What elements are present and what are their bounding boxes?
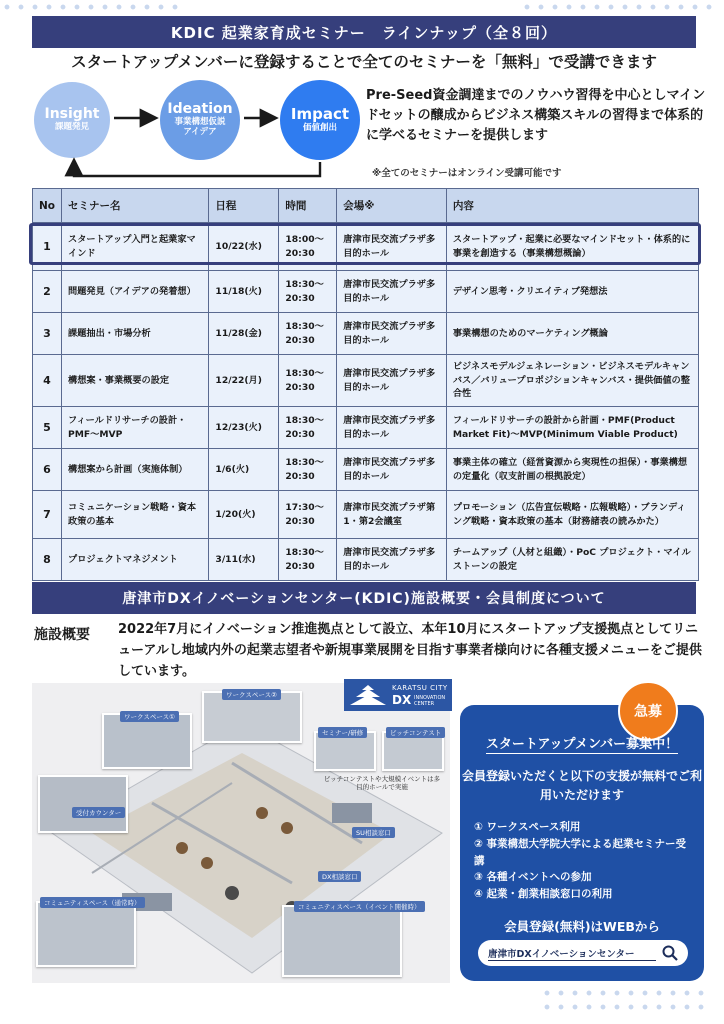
cell-no: 3 (33, 313, 62, 355)
cell-venue: 唐津市民交流プラザ第1・第2会議室 (337, 491, 447, 539)
member-recruit-box (460, 705, 704, 981)
cell-venue: 唐津市民交流プラザ多目的ホール (337, 355, 447, 407)
dot-pattern-top-right (520, 0, 720, 14)
impact-circle: Impact 価値創出 (280, 80, 360, 160)
cell-name: 構想案・事業概要の設定 (62, 355, 209, 407)
cell-time: 18:30～20:30 (279, 313, 337, 355)
cell-no: 7 (33, 491, 62, 539)
cycle-arrows (28, 76, 388, 186)
member-title: スタートアップメンバー募集中！ (485, 737, 679, 752)
cell-time: 18:30～20:30 (279, 355, 337, 407)
member-lead: 会員登録いただくと以下の支援が無料でご利用いただけます (461, 769, 702, 803)
cell-date: 11/18(火) (209, 271, 279, 313)
cell-time: 18:30～20:30 (279, 539, 337, 581)
cell-content: フィールドリサーチの設計から計画・PMF(Product Market Fit)～MVP(Minimum Viable Product) (446, 407, 698, 449)
table-header-row (33, 189, 699, 223)
cell-date: 10/22(水) (209, 223, 279, 271)
cell-content: デザイン思考・クリエイティブ発想法 (446, 271, 698, 313)
table-row (33, 491, 699, 539)
cell-no: 2 (33, 271, 62, 313)
logo-line-3: INNOVATION CENTER (414, 695, 446, 707)
online-note: ※全てのセミナーはオンライン受講可能です (372, 168, 562, 179)
list-item: ③ 各種イベントへの参加 (474, 871, 592, 884)
cell-name: 構想案から計画（実施体制） (62, 449, 209, 491)
cell-name: コミュニケーション戦略・資本政策の基本 (62, 491, 209, 539)
facility-description: 2022年7月にイノベーション推進拠点として設立、本年10月にスタートアップ支援拠点としてリニューアルし地域内外の起業志望者や新規事業展開を目指す事業者様向けに各種支援メニューをご提供しています。 (118, 622, 702, 679)
insight-circle: Insight 課題発見 (34, 82, 110, 158)
cell-date: 12/23(火) (209, 407, 279, 449)
row-1-highlight (29, 223, 701, 265)
cell-venue: 唐津市民交流プラザ多目的ホール (337, 407, 447, 449)
cell-venue: 唐津市民交流プラザ多目的ホール (337, 223, 447, 271)
cell-name: 問題発見（アイデアの発着想） (62, 271, 209, 313)
castle-icon (348, 683, 388, 707)
search-icon[interactable] (662, 945, 678, 961)
label-community-2: コミュニティスペース（イベント開催時） (294, 901, 425, 912)
cell-date: 1/6(火) (209, 449, 279, 491)
logo-line-1: KARATSU CITY (392, 684, 448, 692)
cell-date: 1/20(火) (209, 491, 279, 539)
ideation-circle: Ideation 事業構想仮説 アイデア (160, 80, 240, 160)
label-pitch: ピッチコンテスト (386, 727, 445, 738)
cell-time: 18:30～20:30 (279, 271, 337, 313)
list-item: ① ワークスペース利用 (474, 821, 581, 833)
list-item: ② 事業構想大学院大学による起業セミナー受講 (474, 837, 687, 867)
col-header-time: 時間 (279, 189, 337, 223)
cell-no: 5 (33, 407, 62, 449)
col-header-venue: 会場※ (337, 189, 447, 223)
cell-content: ビジネスモデルジェネレーション・ビジネスモデルキャンバス／バリュープロポジションキャンバス・提供価値の整合性 (446, 355, 698, 407)
facility-section-title: 唐津市DXイノベーションセンター(KDIC)施設概要・会員制度について (122, 591, 606, 607)
cell-no: 8 (33, 539, 62, 581)
cell-date: 3/11(水) (209, 539, 279, 581)
floor-plan-illustration (32, 683, 450, 983)
cell-venue: 唐津市民交流プラザ多目的ホール (337, 271, 447, 313)
cell-name: フィールドリサーチの設計・PMF～MVP (62, 407, 209, 449)
label-workspace-1: ワークスペース① (120, 711, 179, 722)
label-seminar: セミナー/研修 (318, 727, 367, 738)
cell-no: 1 (33, 223, 62, 271)
cell-date: 11/28(金) (209, 313, 279, 355)
cell-content: プロモーション（広告宣伝戦略・広報戦略）・ブランディング戦略・資本政策の基本（財務諸表の読みかた） (446, 491, 698, 539)
label-dx-desk: DX相談窓口 (318, 871, 361, 882)
search-query-text[interactable]: 唐津市DXイノベーションセンター (488, 946, 656, 961)
photo-community-1 (36, 901, 136, 967)
table-row (33, 355, 699, 407)
cell-time: 18:00～20:30 (279, 223, 337, 271)
cell-venue: 唐津市民交流プラザ多目的ホール (337, 539, 447, 581)
cell-time: 17:30～20:30 (279, 491, 337, 539)
cell-no: 6 (33, 449, 62, 491)
col-header-name: セミナー名 (62, 189, 209, 223)
facility-section-band (32, 582, 696, 614)
cell-content: 事業構想のためのマーケティング概論 (446, 313, 698, 355)
table-row (33, 449, 699, 491)
label-community-1: コミュニティスペース（通常時） (40, 897, 145, 908)
pitch-caption: ピッチコンテストや大規模イベントは多目的ホールで実施 (323, 775, 441, 792)
table-row (33, 539, 699, 581)
seminar-header-band (32, 16, 696, 48)
cell-no: 4 (33, 355, 62, 407)
facility-label: 施設概要 (34, 627, 90, 643)
cell-venue: 唐津市民交流プラザ多目的ホール (337, 313, 447, 355)
kdic-logo (344, 679, 452, 711)
col-header-content: 内容 (446, 189, 698, 223)
cell-time: 18:30～20:30 (279, 407, 337, 449)
member-benefits-list (474, 819, 696, 903)
table-row (33, 407, 699, 449)
cell-date: 12/22(月) (209, 355, 279, 407)
photo-community-2 (282, 905, 402, 977)
cell-name: プロジェクトマネジメント (62, 539, 209, 581)
dot-pattern-top (0, 0, 180, 14)
urgent-badge: 急募 (618, 681, 678, 741)
col-header-no: No (33, 189, 62, 223)
cell-name: スタートアップ入門と起業家マインド (62, 223, 209, 271)
photo-reception (38, 775, 128, 833)
member-cta: 会員登録(無料)はWEBから (504, 919, 660, 934)
table-row (33, 271, 699, 313)
intro-text: Pre-Seed資金調達までのノウハウ習得を中心としマインドセットの醸成からビジネス構築スキルの習得まで体系的に学べるセミナーを提供します (366, 88, 706, 144)
list-item: ④ 起業・創業相談窓口の利用 (474, 888, 613, 901)
cell-content: スタートアップ・起業に必要なマインドセット・体系的に事業を創造する（事業構想概論） (446, 223, 698, 271)
cell-content: チームアップ（人材と組織）・PoC プロジェクト・マイルストーンの設定 (446, 539, 698, 581)
col-header-date: 日程 (209, 189, 279, 223)
logo-line-2: DX (392, 693, 412, 707)
cell-venue: 唐津市民交流プラザ多目的ホール (337, 449, 447, 491)
seminar-header-title: KDIC 起業家育成セミナー ラインナップ（全８回） (170, 23, 558, 42)
label-workspace-2: ワークスペース② (222, 689, 281, 700)
search-box[interactable] (478, 940, 688, 966)
cell-name: 課題抽出・市場分析 (62, 313, 209, 355)
label-reception: 受付カウンター (72, 807, 125, 818)
cell-time: 18:30～20:30 (279, 449, 337, 491)
label-su-desk: SU相談窓口 (352, 827, 395, 838)
table-row (33, 313, 699, 355)
free-seminar-subtitle: スタートアップメンバーに登録することで全てのセミナーを「無料」で受講できます (71, 53, 657, 71)
cell-content: 事業主体の確立（経営資源から実現性の担保）・事業構想の定量化（収支計画の根拠設定） (446, 449, 698, 491)
dot-pattern-bottom (540, 986, 710, 1014)
